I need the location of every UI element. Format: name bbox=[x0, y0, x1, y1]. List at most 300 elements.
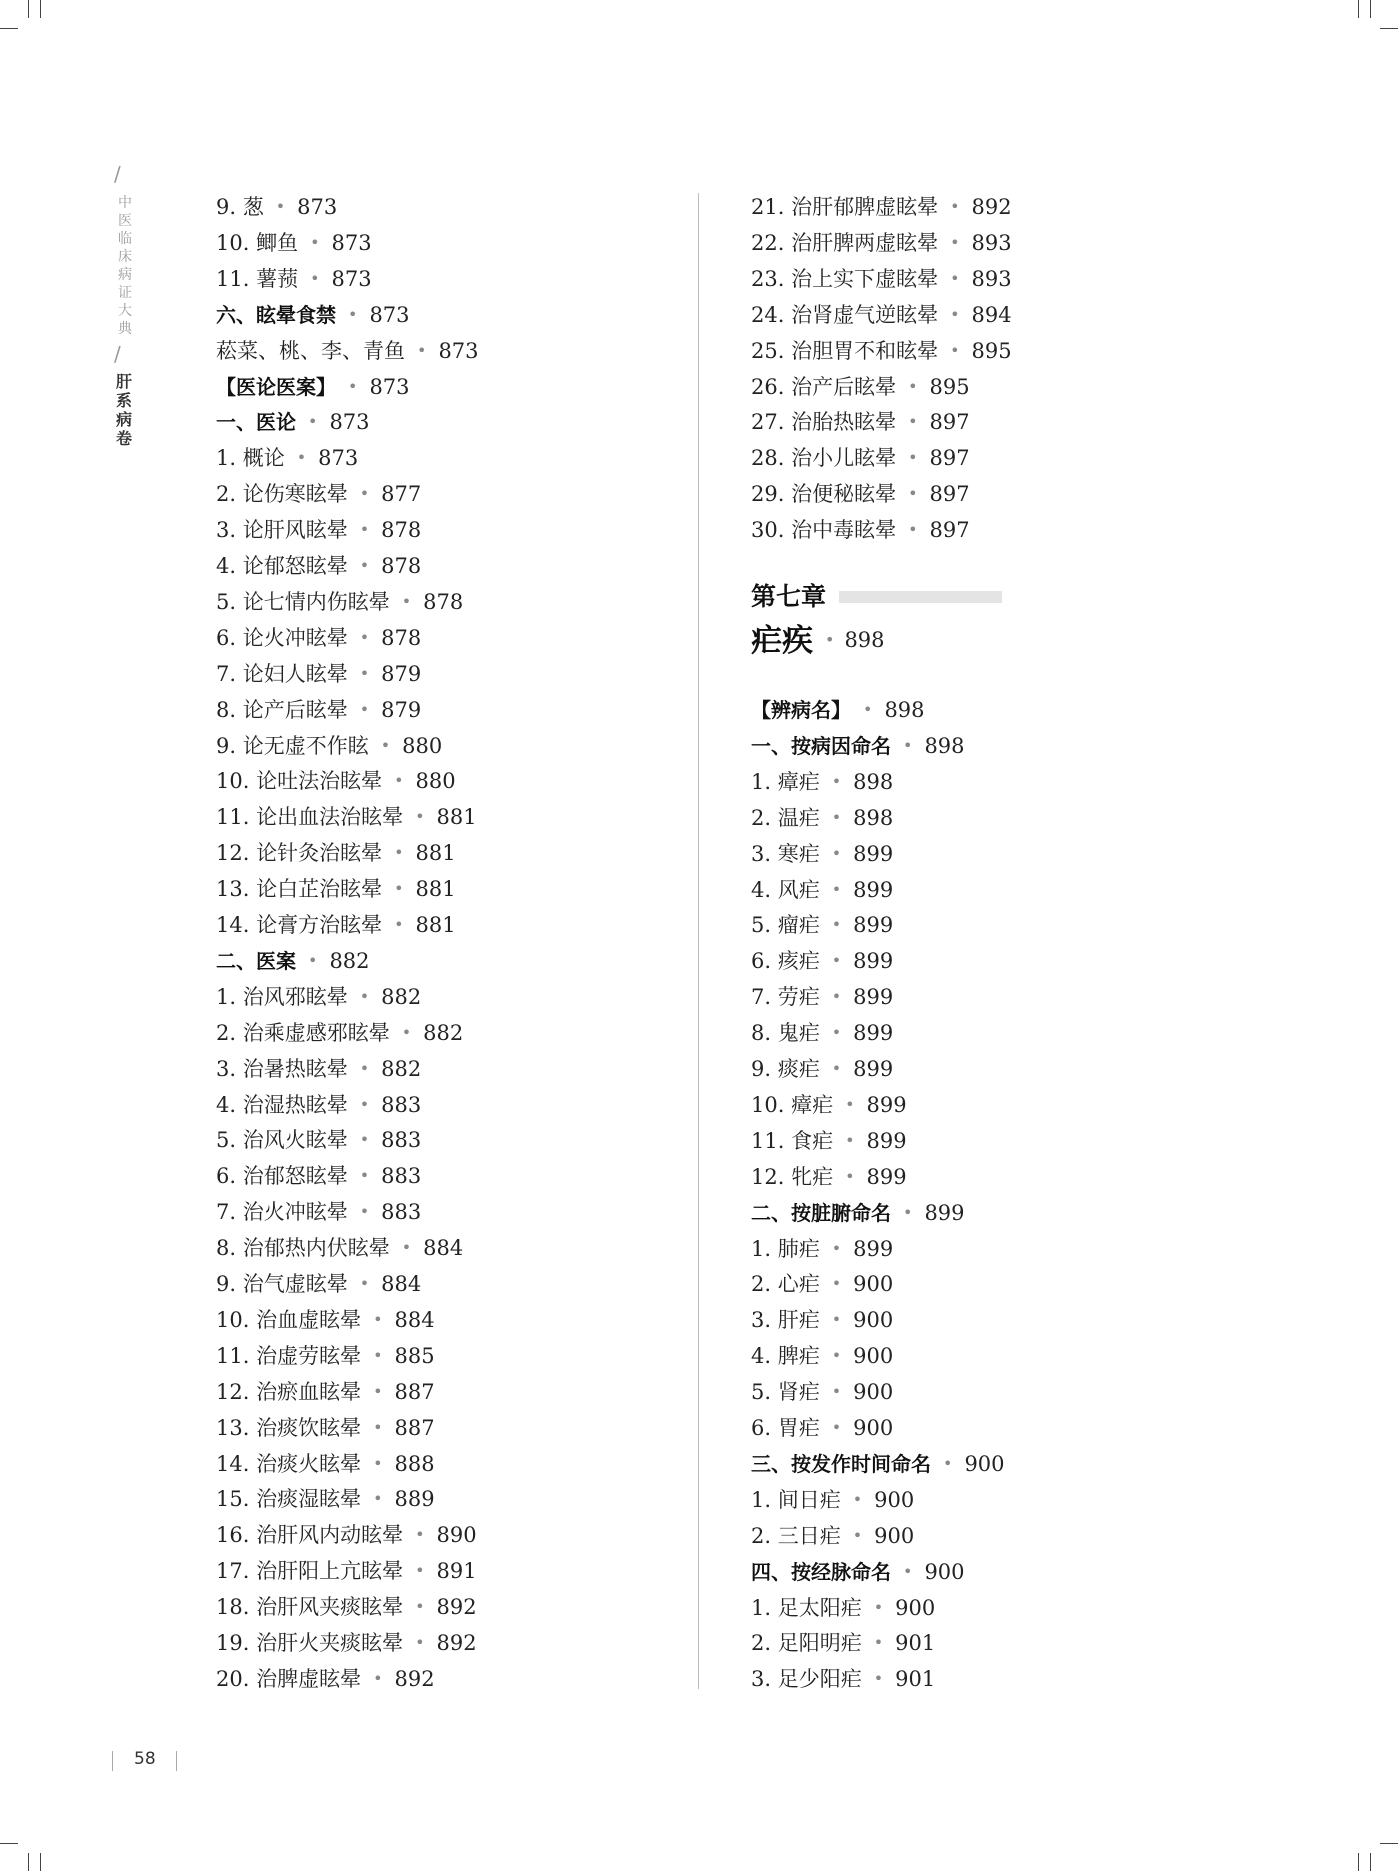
toc-entry-page: 900 bbox=[853, 1416, 894, 1440]
toc-entry-page: 901 bbox=[895, 1631, 936, 1656]
toc-entry-label: 3. 论肝风眩晕 bbox=[216, 518, 348, 543]
chapter-bar bbox=[839, 591, 1002, 603]
toc-entry-label: 菘菜、桃、李、青鱼 bbox=[216, 338, 405, 363]
leader-dot: • bbox=[873, 1597, 884, 1617]
toc-entry-label: 一、医论 bbox=[216, 410, 296, 435]
toc-entry-page: 873 bbox=[438, 338, 479, 363]
leader-dot: • bbox=[908, 412, 918, 432]
toc-entry bbox=[751, 265, 1012, 293]
toc-entry-label: 3. 足少阳疟 bbox=[751, 1667, 862, 1692]
toc-entry-page: 897 bbox=[929, 446, 970, 471]
toc-entry-page: 888 bbox=[394, 1451, 435, 1476]
toc-entry bbox=[751, 1486, 914, 1514]
leader-dot: • bbox=[950, 304, 960, 324]
spine-slash-middle: / bbox=[114, 342, 121, 366]
toc-entry-label: 1. 瘴疟 bbox=[751, 769, 820, 794]
toc-entry bbox=[216, 1234, 463, 1262]
toc-entry-label: 26. 治产后眩晕 bbox=[751, 374, 897, 399]
toc-entry bbox=[751, 193, 1012, 221]
leader-dot: • bbox=[373, 1345, 383, 1365]
toc-entry-label: 4. 论郁怒眩晕 bbox=[216, 554, 348, 578]
leader-dot: • bbox=[852, 1525, 863, 1545]
toc-entry-page: 878 bbox=[381, 554, 422, 578]
toc-entry bbox=[216, 1162, 421, 1190]
toc-entry-label: 4. 风疟 bbox=[751, 877, 820, 902]
footer-rule-right bbox=[176, 1751, 177, 1771]
toc-entry-page: 899 bbox=[866, 1092, 907, 1117]
toc-entry bbox=[751, 1199, 965, 1227]
leader-dot: • bbox=[348, 376, 358, 396]
toc-entry-page: 900 bbox=[895, 1595, 936, 1620]
toc-entry-page: 900 bbox=[964, 1451, 1005, 1476]
toc-entry bbox=[751, 1163, 907, 1191]
toc-entry-label: 1. 足太阳疟 bbox=[751, 1595, 862, 1620]
crop-mark bbox=[40, 1853, 41, 1871]
leader-dot: • bbox=[831, 951, 842, 971]
toc-entry-label: 一、按病因命名 bbox=[751, 733, 891, 758]
leader-dot: • bbox=[415, 1561, 425, 1581]
toc-entry-label: 7. 论妇人眩晕 bbox=[216, 661, 348, 686]
leader-dot: • bbox=[373, 1668, 383, 1688]
toc-entry-page: 884 bbox=[381, 1272, 422, 1296]
toc-entry bbox=[216, 480, 421, 508]
leader-dot: • bbox=[296, 448, 307, 468]
leader-dot: • bbox=[359, 520, 370, 540]
toc-entry-label: 5. 瘤疟 bbox=[751, 913, 820, 938]
leader-dot: • bbox=[359, 663, 370, 683]
toc-entry-page: 879 bbox=[381, 661, 422, 686]
toc-entry-page: 880 bbox=[415, 769, 456, 794]
leader-dot: • bbox=[373, 1489, 383, 1509]
toc-entry bbox=[216, 1270, 421, 1298]
toc-entry-page: 900 bbox=[924, 1559, 965, 1584]
toc-entry bbox=[216, 1593, 477, 1621]
toc-entry-page: 890 bbox=[436, 1523, 477, 1548]
leader-dot: • bbox=[359, 627, 370, 647]
toc-entry-label: 8. 论产后眩晕 bbox=[216, 697, 348, 722]
toc-entry-label: 4. 脾疟 bbox=[751, 1344, 820, 1369]
toc-entry-label: 【医论医案】 bbox=[216, 374, 336, 399]
toc-entry bbox=[751, 229, 1012, 257]
toc-entry-label: 【辨病名】 bbox=[751, 698, 851, 722]
toc-entry bbox=[751, 804, 893, 832]
toc-entry-page: 900 bbox=[853, 1272, 894, 1297]
toc-entry bbox=[751, 1019, 893, 1047]
toc-entry-label: 3. 肝疟 bbox=[751, 1308, 820, 1333]
crop-mark bbox=[40, 0, 41, 18]
toc-entry-page: 892 bbox=[436, 1595, 477, 1620]
toc-entry-page: 901 bbox=[895, 1667, 936, 1692]
toc-entry-page: 899 bbox=[853, 841, 894, 866]
toc-entry-label: 10. 瘴疟 bbox=[751, 1092, 834, 1117]
toc-entry-label: 28. 治小儿眩晕 bbox=[751, 446, 897, 471]
toc-entry-page: 883 bbox=[381, 1128, 422, 1153]
toc-entry-label: 11. 食疟 bbox=[751, 1128, 834, 1153]
footer-rule-left bbox=[112, 1751, 113, 1771]
toc-entry bbox=[751, 1091, 907, 1119]
toc-entry bbox=[751, 1414, 893, 1442]
toc-entry-label: 2. 三日疟 bbox=[751, 1523, 841, 1548]
leader-dot: • bbox=[950, 340, 960, 360]
leader-dot: • bbox=[401, 591, 412, 611]
toc-entry-label: 12. 牝疟 bbox=[751, 1164, 834, 1189]
toc-entry-page: 893 bbox=[971, 266, 1012, 291]
toc-entry bbox=[751, 983, 893, 1011]
leader-dot: • bbox=[359, 484, 370, 504]
toc-entry bbox=[216, 373, 410, 401]
toc-entry-page: 899 bbox=[853, 913, 894, 938]
toc-entry-label: 四、按经脉命名 bbox=[751, 1559, 891, 1584]
toc-entry-page: 897 bbox=[929, 410, 970, 435]
toc-entry bbox=[216, 588, 463, 616]
leader-dot: • bbox=[359, 1094, 370, 1114]
toc-entry-label: 2. 心疟 bbox=[751, 1272, 820, 1297]
crop-mark bbox=[28, 1853, 29, 1871]
spine-series-title: 中医临床病证大典 bbox=[118, 195, 132, 337]
toc-entry-label: 11. 治虚劳眩晕 bbox=[216, 1343, 362, 1368]
toc-entry-page: 884 bbox=[394, 1307, 435, 1332]
toc-entry bbox=[751, 840, 893, 868]
toc-entry-label: 10. 治血虚眩晕 bbox=[216, 1307, 362, 1332]
toc-entry-page: 893 bbox=[971, 230, 1012, 255]
toc-entry-label: 11. 论出血法治眩晕 bbox=[216, 805, 404, 830]
toc-entry-label: 29. 治便秘眩晕 bbox=[751, 482, 897, 507]
crop-mark bbox=[0, 28, 18, 29]
toc-entry-page: 891 bbox=[436, 1559, 477, 1584]
toc-entry-page: 898 bbox=[853, 805, 894, 830]
leader-dot: • bbox=[908, 520, 918, 540]
leader-dot: • bbox=[908, 448, 918, 468]
toc-entry-page: 883 bbox=[381, 1092, 422, 1117]
crop-mark bbox=[0, 1843, 18, 1844]
crop-mark bbox=[1358, 1853, 1359, 1871]
toc-entry bbox=[751, 1306, 893, 1334]
toc-entry bbox=[751, 768, 893, 796]
toc-entry bbox=[751, 732, 965, 760]
toc-entry bbox=[216, 1378, 435, 1406]
leader-dot: • bbox=[359, 1166, 370, 1186]
toc-entry-label: 4. 治湿热眩晕 bbox=[216, 1092, 348, 1117]
leader-dot: • bbox=[950, 197, 960, 216]
toc-entry bbox=[216, 552, 421, 580]
toc-entry bbox=[216, 660, 421, 688]
toc-entry bbox=[216, 301, 410, 329]
toc-entry bbox=[216, 444, 358, 472]
toc-entry-page: 878 bbox=[423, 589, 464, 614]
toc-entry-page: 882 bbox=[381, 984, 422, 1009]
leader-dot: • bbox=[831, 987, 842, 1007]
toc-entry-page: 887 bbox=[394, 1379, 435, 1404]
toc-entry-label: 16. 治肝风内动眩晕 bbox=[216, 1523, 404, 1548]
leader-dot: • bbox=[950, 268, 960, 288]
leader-dot: • bbox=[863, 700, 873, 719]
toc-entry-page: 882 bbox=[381, 1056, 422, 1081]
toc-entry bbox=[751, 1378, 893, 1406]
crop-mark bbox=[1370, 1853, 1371, 1871]
leader-dot: • bbox=[845, 1130, 855, 1150]
toc-entry bbox=[751, 1594, 935, 1622]
toc-entry-label: 24. 治肾虚气逆眩晕 bbox=[751, 302, 939, 327]
leader-dot: • bbox=[831, 843, 842, 863]
toc-entry bbox=[216, 408, 370, 436]
leader-dot: • bbox=[394, 843, 404, 863]
toc-entry-page: 884 bbox=[423, 1236, 464, 1261]
toc-entry bbox=[751, 876, 893, 904]
toc-entry bbox=[216, 696, 421, 724]
toc-entry-page: 873 bbox=[318, 446, 359, 471]
toc-entry bbox=[216, 803, 477, 831]
toc-entry-page: 873 bbox=[331, 266, 372, 291]
leader-dot: • bbox=[873, 1633, 884, 1653]
toc-entry bbox=[216, 1091, 421, 1119]
toc-entry-label: 27. 治胎热眩晕 bbox=[751, 410, 897, 435]
toc-entry-page: 897 bbox=[929, 518, 970, 543]
leader-dot: • bbox=[394, 879, 404, 899]
toc-entry-page: 899 bbox=[866, 1128, 907, 1153]
column-divider bbox=[698, 193, 699, 1689]
toc-entry bbox=[216, 265, 372, 293]
leader-dot: • bbox=[831, 1023, 842, 1043]
toc-entry-label: 12. 论针灸治眩晕 bbox=[216, 841, 383, 866]
leader-dot: • bbox=[308, 412, 318, 432]
toc-entry-page: 900 bbox=[874, 1523, 915, 1548]
toc-entry-page: 898 bbox=[884, 698, 925, 722]
crop-mark bbox=[1380, 28, 1398, 29]
toc-entry-page: 899 bbox=[853, 985, 894, 1010]
toc-entry-label: 3. 寒疟 bbox=[751, 841, 820, 866]
toc-entry-label: 1. 间日疟 bbox=[751, 1487, 841, 1512]
toc-entry bbox=[751, 373, 970, 401]
toc-entry-page: 881 bbox=[415, 877, 456, 902]
toc-entry-page: 892 bbox=[394, 1666, 435, 1691]
toc-entry-page: 899 bbox=[853, 949, 894, 974]
toc-entry-page: 899 bbox=[853, 1236, 894, 1261]
toc-entry-label: 12. 治瘀血眩晕 bbox=[216, 1379, 362, 1404]
toc-entry bbox=[216, 624, 421, 652]
leader-dot: • bbox=[415, 1633, 425, 1652]
chapter-title-line bbox=[751, 623, 885, 664]
toc-entry bbox=[751, 1055, 893, 1083]
toc-entry bbox=[751, 516, 970, 544]
toc-entry bbox=[216, 732, 442, 760]
leader-dot: • bbox=[417, 340, 427, 360]
toc-entry-page: 898 bbox=[924, 733, 965, 758]
leader-dot: • bbox=[394, 771, 404, 791]
leader-dot: • bbox=[359, 699, 370, 719]
toc-entry bbox=[751, 1270, 893, 1298]
toc-entry-page: 898 bbox=[853, 769, 894, 794]
leader-dot: • bbox=[373, 1309, 383, 1329]
leader-dot: • bbox=[908, 484, 918, 504]
toc-entry-page: 881 bbox=[415, 913, 456, 937]
toc-entry bbox=[216, 1629, 477, 1657]
chapter-page: 898 bbox=[844, 628, 885, 652]
toc-entry-page: 882 bbox=[423, 1020, 464, 1045]
toc-entry-label: 30. 治中毒眩晕 bbox=[751, 518, 897, 543]
toc-entry-label: 7. 治火冲眩晕 bbox=[216, 1200, 348, 1225]
toc-entry bbox=[216, 947, 370, 975]
toc-entry bbox=[216, 1342, 435, 1370]
toc-entry-label: 1. 肺疟 bbox=[751, 1236, 820, 1261]
toc-entry-label: 9. 论无虚不作眩 bbox=[216, 733, 369, 758]
toc-entry-label: 8. 治郁热内伏眩晕 bbox=[216, 1236, 390, 1261]
toc-entry bbox=[216, 1126, 421, 1154]
leader-dot: • bbox=[415, 807, 425, 827]
toc-entry-label: 11. 薯蓣 bbox=[216, 266, 299, 291]
toc-entry-page: 879 bbox=[381, 697, 422, 722]
toc-entry-page: 892 bbox=[436, 1631, 477, 1655]
toc-entry-label: 2. 温疟 bbox=[751, 805, 820, 830]
leader-dot: • bbox=[310, 268, 320, 288]
toc-entry-label: 25. 治胆胃不和眩晕 bbox=[751, 338, 939, 363]
leader-dot: • bbox=[831, 807, 842, 827]
leader-dot: • bbox=[831, 879, 842, 899]
toc-entry-label: 9. 葱 bbox=[216, 195, 264, 219]
toc-entry bbox=[216, 1306, 435, 1334]
leader-dot: • bbox=[359, 986, 370, 1006]
toc-entry-page: 900 bbox=[853, 1308, 894, 1333]
leader-dot: • bbox=[903, 735, 913, 755]
toc-entry bbox=[216, 911, 456, 939]
toc-entry bbox=[751, 1450, 1005, 1478]
toc-entry-label: 10. 论吐法治眩晕 bbox=[216, 769, 383, 794]
toc-entry-label: 9. 痰疟 bbox=[751, 1057, 820, 1081]
toc-entry-page: 895 bbox=[971, 338, 1012, 363]
leader-dot: • bbox=[401, 1238, 412, 1258]
toc-entry-page: 899 bbox=[853, 1057, 894, 1081]
toc-entry bbox=[751, 1127, 907, 1155]
toc-entry bbox=[216, 516, 421, 544]
toc-entry-label: 8. 鬼疟 bbox=[751, 1021, 820, 1046]
toc-entry bbox=[216, 767, 456, 795]
leader-dot: • bbox=[373, 1381, 383, 1401]
leader-dot: • bbox=[401, 1022, 412, 1042]
toc-entry-label: 2. 论伤寒眩晕 bbox=[216, 482, 348, 507]
toc-entry-page: 878 bbox=[381, 625, 422, 650]
leader-dot: • bbox=[903, 1561, 913, 1581]
toc-entry bbox=[751, 1522, 914, 1550]
leader-dot: • bbox=[825, 630, 835, 649]
leader-dot: • bbox=[903, 1202, 913, 1222]
leader-dot: • bbox=[852, 1489, 863, 1509]
leader-dot: • bbox=[415, 1597, 425, 1617]
leader-dot: • bbox=[831, 1238, 842, 1258]
toc-entry bbox=[216, 1450, 435, 1478]
toc-entry-label: 1. 治风邪眩晕 bbox=[216, 984, 348, 1009]
leader-dot: • bbox=[359, 1058, 370, 1078]
toc-entry-page: 899 bbox=[853, 1021, 894, 1046]
toc-entry bbox=[751, 696, 925, 724]
crop-mark bbox=[1370, 0, 1371, 18]
toc-entry-page: 882 bbox=[329, 948, 370, 973]
toc-entry-page: 885 bbox=[394, 1343, 435, 1368]
toc-entry bbox=[751, 1235, 893, 1263]
toc-entry-page: 883 bbox=[381, 1164, 422, 1189]
toc-entry-page: 899 bbox=[853, 877, 894, 902]
toc-entry bbox=[751, 1665, 935, 1693]
leader-dot: • bbox=[831, 1059, 842, 1078]
toc-entry bbox=[216, 1055, 421, 1083]
toc-entry-label: 20. 治脾虚眩晕 bbox=[216, 1666, 362, 1691]
leader-dot: • bbox=[831, 1418, 842, 1437]
leader-dot: • bbox=[359, 1130, 370, 1150]
toc-entry-label: 6. 治郁怒眩晕 bbox=[216, 1164, 348, 1189]
toc-entry bbox=[216, 839, 456, 867]
toc-entry-label: 17. 治肝阳上亢眩晕 bbox=[216, 1559, 404, 1584]
toc-entry-page: 873 bbox=[297, 195, 338, 219]
toc-entry bbox=[216, 875, 456, 903]
toc-entry-page: 899 bbox=[924, 1200, 965, 1225]
toc-entry-label: 6. 胃疟 bbox=[751, 1416, 820, 1440]
toc-entry-page: 873 bbox=[331, 230, 372, 255]
leader-dot: • bbox=[873, 1669, 884, 1689]
toc-entry bbox=[751, 444, 970, 472]
leader-dot: • bbox=[831, 1382, 842, 1402]
leader-dot: • bbox=[831, 1346, 842, 1366]
toc-entry bbox=[216, 1414, 435, 1442]
leader-dot: • bbox=[348, 304, 358, 324]
toc-entry bbox=[216, 1557, 477, 1585]
leader-dot: • bbox=[831, 1274, 842, 1294]
leader-dot: • bbox=[380, 735, 391, 755]
spine-slash-top: / bbox=[114, 162, 121, 186]
toc-entry-page: 887 bbox=[394, 1415, 435, 1440]
toc-entry bbox=[751, 337, 1012, 365]
chapter-title: 疟疾 bbox=[751, 623, 813, 659]
leader-dot: • bbox=[950, 232, 960, 252]
toc-entry-label: 1. 概论 bbox=[216, 446, 285, 471]
toc-entry bbox=[216, 193, 337, 221]
toc-entry-label: 10. 鲫鱼 bbox=[216, 230, 299, 255]
toc-entry-label: 14. 治痰火眩晕 bbox=[216, 1451, 362, 1476]
leader-dot: • bbox=[908, 376, 918, 396]
toc-entry bbox=[216, 983, 421, 1011]
leader-dot: • bbox=[831, 1310, 842, 1330]
chapter-number: 第七章 bbox=[751, 582, 827, 611]
toc-entry bbox=[216, 337, 479, 365]
toc-entry-page: 899 bbox=[866, 1164, 907, 1189]
leader-dot: • bbox=[831, 915, 842, 935]
leader-dot: • bbox=[373, 1453, 383, 1473]
toc-entry-page: 895 bbox=[929, 374, 970, 399]
toc-entry-page: 900 bbox=[853, 1344, 894, 1369]
toc-entry-page: 883 bbox=[381, 1200, 422, 1225]
toc-entry-page: 880 bbox=[402, 733, 443, 758]
toc-entry-label: 15. 治痰湿眩晕 bbox=[216, 1487, 362, 1512]
toc-entry bbox=[216, 1521, 477, 1549]
toc-entry bbox=[216, 1019, 463, 1047]
spine-volume-title: 肝系病卷 bbox=[115, 372, 132, 448]
toc-entry-label: 2. 治乘虚感邪眩晕 bbox=[216, 1020, 390, 1045]
toc-entry bbox=[751, 947, 893, 975]
toc-entry-label: 18. 治肝风夹痰眩晕 bbox=[216, 1595, 404, 1620]
toc-entry-page: 900 bbox=[853, 1380, 894, 1405]
leader-dot: • bbox=[373, 1417, 383, 1437]
toc-entry bbox=[216, 1665, 435, 1693]
toc-entry-label: 3. 治暑热眩晕 bbox=[216, 1056, 348, 1081]
leader-dot: • bbox=[943, 1453, 953, 1473]
toc-entry-label: 5. 治风火眩晕 bbox=[216, 1128, 348, 1153]
toc-entry-label: 13. 治痰饮眩晕 bbox=[216, 1415, 362, 1440]
leader-dot: • bbox=[308, 950, 318, 970]
toc-entry-page: 881 bbox=[436, 805, 477, 830]
toc-entry-page: 877 bbox=[381, 482, 422, 507]
crop-mark bbox=[1380, 1843, 1398, 1844]
toc-entry-page: 881 bbox=[415, 841, 456, 866]
toc-entry-label: 22. 治肝脾两虚眩晕 bbox=[751, 230, 939, 255]
leader-dot: • bbox=[310, 232, 320, 252]
toc-entry bbox=[751, 1629, 935, 1657]
